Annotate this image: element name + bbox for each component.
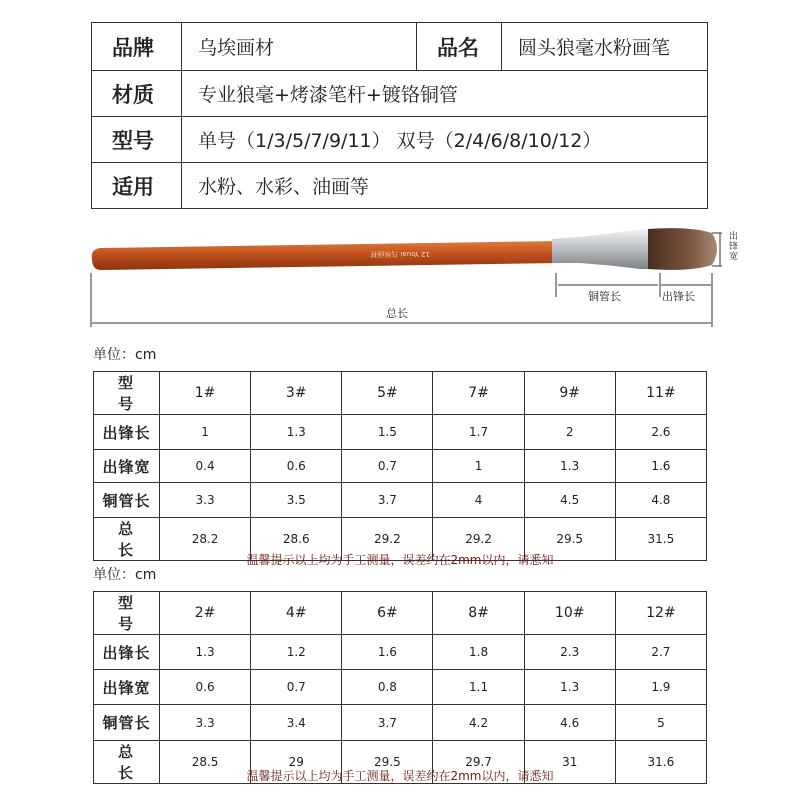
- col-header-size: 8#: [433, 592, 524, 635]
- table-cell: 29.2: [433, 518, 524, 561]
- table-cell: 28.2: [160, 518, 251, 561]
- table-cell: 1.3: [251, 415, 342, 450]
- table-row: [94, 670, 707, 705]
- col-header-size: 2#: [160, 592, 251, 635]
- table-cell: 31.5: [615, 518, 706, 561]
- table-cell: 28.5: [160, 741, 251, 784]
- table-row: [94, 705, 707, 741]
- table-cell: 4.2: [433, 705, 524, 741]
- table-cell: 0.7: [251, 670, 342, 705]
- col-header-size: 12#: [615, 592, 706, 635]
- row-header: 总 长: [94, 741, 160, 784]
- table-cell: 2.7: [615, 635, 706, 670]
- table-cell: 28.6: [251, 518, 342, 561]
- size-table-even: [93, 591, 707, 784]
- row-header: 出锋长: [94, 635, 160, 670]
- col-header-model: 型 号: [94, 372, 160, 415]
- unit-label-1: 单位：cm: [93, 347, 157, 363]
- table-cell: 29: [251, 741, 342, 784]
- table-cell: 31: [524, 741, 615, 784]
- table-cell: 3.3: [160, 483, 251, 518]
- brand-label: 品牌: [92, 23, 182, 71]
- table-cell: 3.4: [251, 705, 342, 741]
- col-header-model: 型 号: [94, 592, 160, 635]
- brush-handle: [92, 241, 560, 270]
- model-label: 型号: [92, 117, 182, 163]
- table-cell: 4: [433, 483, 524, 518]
- table-cell: 1.6: [615, 450, 706, 483]
- table-cell: 3.7: [342, 483, 433, 518]
- table-cell: 29.5: [524, 518, 615, 561]
- table-cell: 1.3: [524, 670, 615, 705]
- measurement-note-1: 温馨提示以上均为手工测量，误差约在2mm以内，请悉知: [246, 553, 554, 567]
- table-cell: 29.5: [342, 741, 433, 784]
- table-cell: 0.4: [160, 450, 251, 483]
- table-cell: 4.8: [615, 483, 706, 518]
- table-cell: 1.5: [342, 415, 433, 450]
- info-row-model: [92, 117, 708, 163]
- table-cell: 1: [160, 415, 251, 450]
- table-cell: 1.7: [433, 415, 524, 450]
- col-header-size: 9#: [524, 372, 615, 415]
- table-cell: 1: [433, 450, 524, 483]
- table-cell: 31.6: [615, 741, 706, 784]
- row-header: 出锋宽: [94, 670, 160, 705]
- row-header: 总 长: [94, 518, 160, 561]
- col-header-size: 3#: [251, 372, 342, 415]
- product-info-table: [91, 22, 708, 209]
- table-cell: 1.3: [524, 450, 615, 483]
- col-header-size: 10#: [524, 592, 615, 635]
- row-header: 铜管长: [94, 483, 160, 518]
- col-header-size: 4#: [251, 592, 342, 635]
- product-name-value: 圆头狼毫水粉画笔: [502, 23, 708, 71]
- use-label: 适用: [92, 163, 182, 209]
- info-row-brand: [92, 23, 708, 71]
- info-row-material: [92, 71, 708, 117]
- tube-length-label: 铜管长: [588, 290, 621, 303]
- brush-hair: [648, 228, 717, 270]
- col-header-size: 7#: [433, 372, 524, 415]
- table-cell: 2.3: [524, 635, 615, 670]
- size-table-header: [94, 372, 707, 415]
- size-table-odd: [93, 371, 707, 561]
- col-header-size: 1#: [160, 372, 251, 415]
- table-cell: 1.1: [433, 670, 524, 705]
- table-cell: 2.6: [615, 415, 706, 450]
- table-cell: 5: [615, 705, 706, 741]
- tip-length-label: 出锋长: [662, 290, 695, 303]
- table-cell: 4.5: [524, 483, 615, 518]
- table-cell: 29.7: [433, 741, 524, 784]
- table-cell: 1.2: [251, 635, 342, 670]
- table-cell: 3.7: [342, 705, 433, 741]
- tip-width-text: 出 锋 宽: [729, 232, 739, 262]
- table-row: [94, 635, 707, 670]
- table-row: [94, 483, 707, 518]
- measurement-note-2: 温馨提示以上均为手工测量，误差约在2mm以内，请悉知: [246, 769, 554, 783]
- handle-text: 12 Youai 乌埃画材: [370, 250, 430, 258]
- table-row: [94, 415, 707, 450]
- table-cell: 0.8: [342, 670, 433, 705]
- size-table-header: [94, 592, 707, 635]
- material-value: 专业狼毫+烤漆笔杆+镀铬铜管: [182, 71, 708, 117]
- row-header: 出锋长: [94, 415, 160, 450]
- unit-label-2: 单位：cm: [93, 567, 157, 583]
- table-cell: 0.6: [160, 670, 251, 705]
- col-header-size: 11#: [615, 372, 706, 415]
- use-value: 水粉、水彩、油画等: [182, 163, 708, 209]
- col-header-size: 5#: [342, 372, 433, 415]
- total-length-label: 总长: [386, 307, 408, 320]
- material-label: 材质: [92, 71, 182, 117]
- table-cell: 1.8: [433, 635, 524, 670]
- brush-ferrule: [552, 229, 650, 269]
- table-cell: 0.6: [251, 450, 342, 483]
- table-cell: 1.9: [615, 670, 706, 705]
- row-header: 出锋宽: [94, 450, 160, 483]
- brand-value: 乌埃画材: [182, 23, 417, 71]
- table-cell: 3.5: [251, 483, 342, 518]
- table-cell: 1.3: [160, 635, 251, 670]
- table-cell: 29.2: [342, 518, 433, 561]
- model-value: 单号（1/3/5/7/9/11） 双号（2/4/6/8/10/12）: [182, 117, 708, 163]
- table-cell: 1.6: [342, 635, 433, 670]
- table-cell: 3.3: [160, 705, 251, 741]
- product-name-label: 品名: [417, 23, 502, 71]
- info-row-use: [92, 163, 708, 209]
- col-header-size: 6#: [342, 592, 433, 635]
- table-cell: 4.6: [524, 705, 615, 741]
- row-header: 铜管长: [94, 705, 160, 741]
- table-cell: 2: [524, 415, 615, 450]
- table-cell: 0.7: [342, 450, 433, 483]
- table-row: [94, 450, 707, 483]
- brush-diagram: [0, 215, 800, 335]
